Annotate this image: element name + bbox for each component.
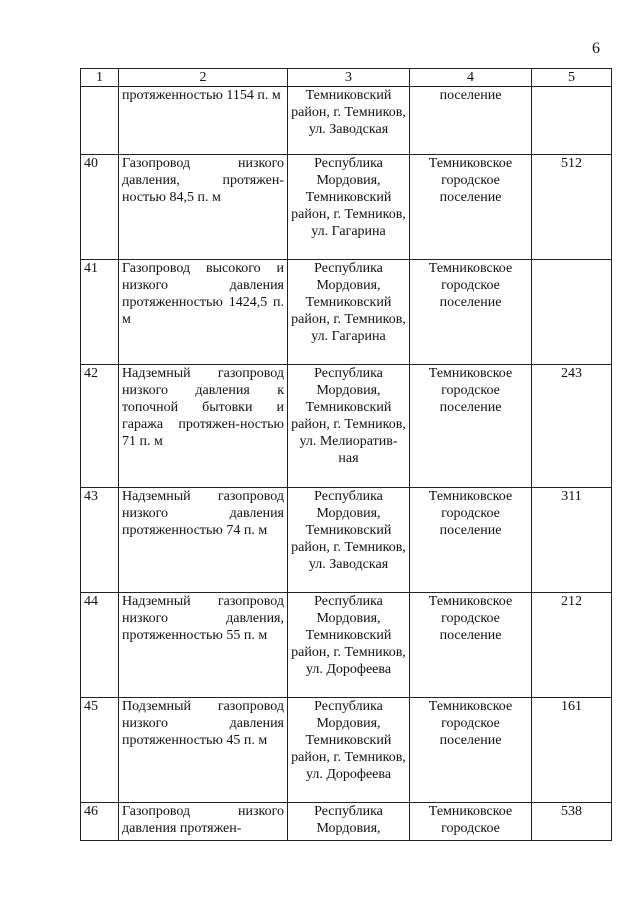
table-row <box>81 698 612 803</box>
object-address: Темниковский район, г. Темников, ул. Заводская <box>288 87 410 155</box>
object-address: Республика Мордовия, <box>288 803 410 841</box>
object-address: Республика Мордовия, Темниковский район, г. Темников, ул. Мелиоратив-ная <box>288 365 410 488</box>
object-owner: Темниковское городское <box>410 803 532 841</box>
object-name: Газопровод низкого давления, протяжен-ностью 84,5 п. м <box>119 155 288 260</box>
object-value: 212 <box>532 593 612 698</box>
row-number: 45 <box>81 698 119 803</box>
table-row <box>81 87 612 155</box>
object-name: Надземный газопровод низкого давления протяженностью 74 п. м <box>119 488 288 593</box>
table-row <box>81 155 612 260</box>
object-value <box>532 260 612 365</box>
col-header-4: 4 <box>410 69 532 87</box>
row-number: 46 <box>81 803 119 841</box>
object-address: Республика Мордовия, Темниковский район, г. Темников, ул. Гагарина <box>288 260 410 365</box>
object-owner: поселение <box>410 87 532 155</box>
object-owner: Темниковское городское поселение <box>410 260 532 365</box>
object-address: Республика Мордовия, Темниковский район, г. Темников, ул. Дорофеева <box>288 593 410 698</box>
object-owner: Темниковское городское поселение <box>410 593 532 698</box>
col-header-2: 2 <box>119 69 288 87</box>
object-value: 161 <box>532 698 612 803</box>
row-number: 44 <box>81 593 119 698</box>
object-address: Республика Мордовия, Темниковский район, г. Темников, ул. Дорофеева <box>288 698 410 803</box>
col-header-5: 5 <box>532 69 612 87</box>
table-row <box>81 365 612 488</box>
col-header-3: 3 <box>288 69 410 87</box>
page-number: 6 <box>592 40 600 57</box>
property-registry-table <box>80 68 612 841</box>
object-owner: Темниковское городское поселение <box>410 155 532 260</box>
object-owner: Темниковское городское поселение <box>410 488 532 593</box>
object-name: Газопровод высокого и низкого давления протяженностью 1424,5 п. м <box>119 260 288 365</box>
table-header <box>81 69 612 87</box>
object-name: Надземный газопровод низкого давления к топочной бытовки и гаража протяжен-ностью 71 п. м <box>119 365 288 488</box>
object-name: протяженностью 1154 п. м <box>119 87 288 155</box>
header-row <box>81 69 612 87</box>
table-row <box>81 803 612 841</box>
row-number: 43 <box>81 488 119 593</box>
object-value: 512 <box>532 155 612 260</box>
row-number <box>81 87 119 155</box>
table-row <box>81 593 612 698</box>
object-address: Республика Мордовия, Темниковский район, г. Темников, ул. Заводская <box>288 488 410 593</box>
object-owner: Темниковское городское поселение <box>410 365 532 488</box>
object-value: 538 <box>532 803 612 841</box>
table-row <box>81 488 612 593</box>
object-value <box>532 87 612 155</box>
object-name: Газопровод низкого давления протяжен- <box>119 803 288 841</box>
object-name: Подземный газопровод низкого давления протяженностью 45 п. м <box>119 698 288 803</box>
row-number: 42 <box>81 365 119 488</box>
object-value: 243 <box>532 365 612 488</box>
row-number: 41 <box>81 260 119 365</box>
object-address: Республика Мордовия, Темниковский район, г. Темников, ул. Гагарина <box>288 155 410 260</box>
object-value: 311 <box>532 488 612 593</box>
col-header-1: 1 <box>81 69 119 87</box>
object-name: Надземный газопровод низкого давления, протяженностью 55 п. м <box>119 593 288 698</box>
object-owner: Темниковское городское поселение <box>410 698 532 803</box>
table-row <box>81 260 612 365</box>
row-number: 40 <box>81 155 119 260</box>
table-body <box>81 87 612 841</box>
